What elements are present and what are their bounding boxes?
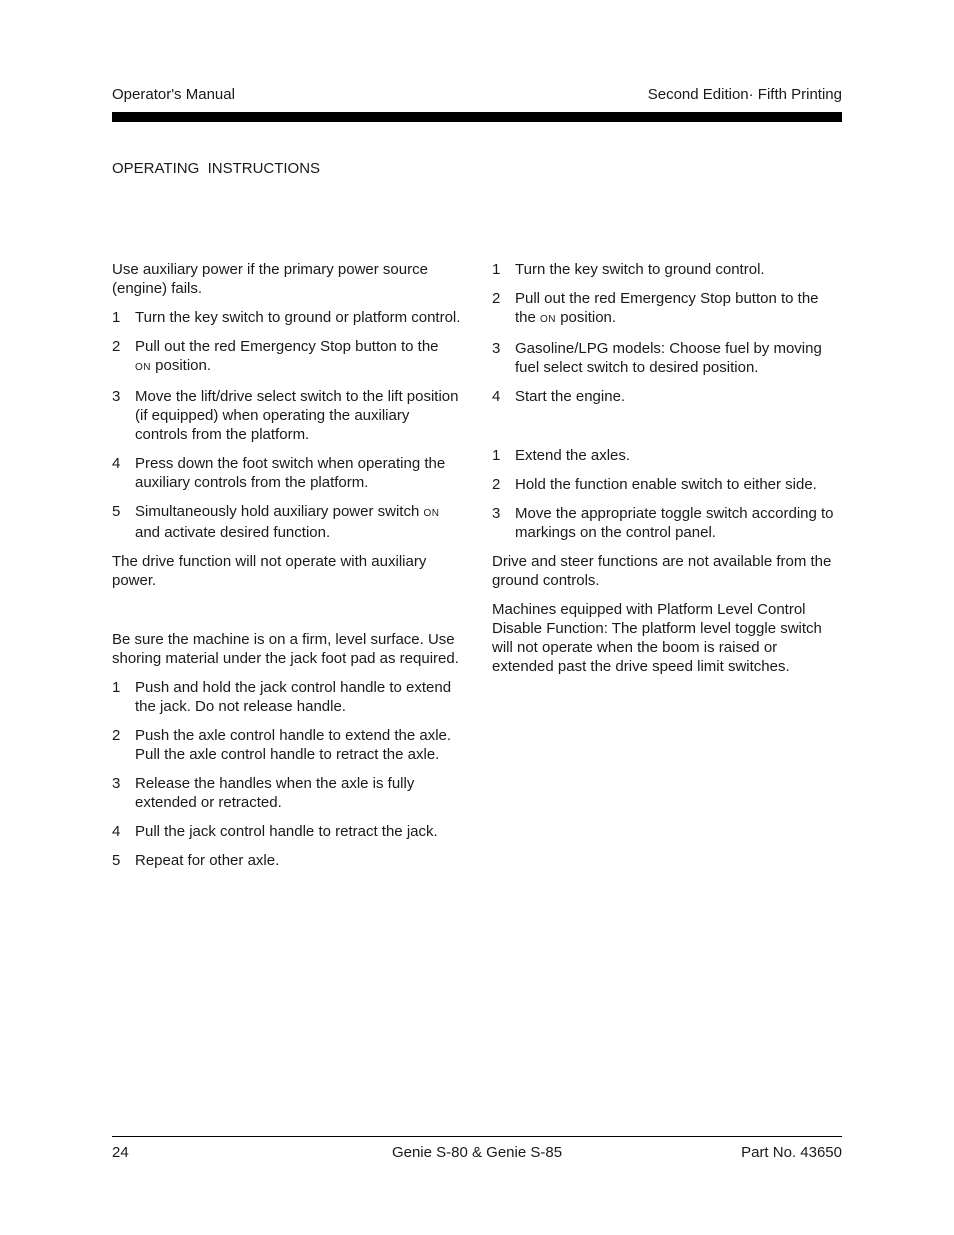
step-number: 2 bbox=[112, 727, 121, 744]
step-text: Push and hold the jack control handle to extend the jack. Do not release handle. bbox=[135, 679, 452, 715]
ground-step bbox=[492, 475, 842, 494]
step-number: 4 bbox=[112, 455, 121, 472]
step-text: Push the axle control handle to extend the axle. Pull the axle control handle to retract the axle. bbox=[135, 727, 452, 763]
footer-rule bbox=[112, 1136, 842, 1137]
step-text: Release the handles when the axle is fully extended or retracted. bbox=[135, 775, 415, 811]
platform-level-note: Machines equipped with Platform Level Control Disable Function: The platform level toggle switch will not operate when the boom is raised or extended past the drive speed limit switches. bbox=[492, 601, 822, 675]
aux-step bbox=[112, 502, 462, 542]
step-text: Pull out the red Emergency Stop button to the bbox=[515, 290, 819, 307]
step-text: Simultaneously hold auxiliary power switch bbox=[135, 503, 424, 520]
axle-step bbox=[112, 822, 462, 841]
step-text: Press down the foot switch when operating the auxiliary controls from the platform. bbox=[135, 455, 446, 491]
header-edition: Second Edition· Fifth Printing bbox=[647, 86, 842, 103]
on-label: ON bbox=[540, 314, 557, 325]
step-text: Hold the function enable switch to either side. bbox=[515, 476, 817, 493]
aux-step bbox=[112, 337, 462, 377]
aux-step bbox=[112, 387, 462, 444]
step-number: 1 bbox=[492, 447, 501, 464]
aux-intro: Use auxiliary power if the primary power source (engine) fails. bbox=[112, 261, 428, 297]
step-text: Pull the jack control handle to retract the jack. bbox=[135, 823, 438, 840]
footer-part-number: Part No. 43650 bbox=[741, 1144, 842, 1161]
axle-step bbox=[112, 851, 462, 870]
step-text: Move the appropriate toggle switch according to markings on the control panel. bbox=[515, 505, 834, 541]
spacer bbox=[112, 600, 462, 630]
step-number: 1 bbox=[112, 679, 121, 696]
step-number: 2 bbox=[112, 338, 121, 355]
start-step bbox=[492, 387, 842, 406]
step-text-tail: position. bbox=[151, 357, 212, 374]
axle-step bbox=[112, 774, 462, 812]
step-number: 3 bbox=[112, 388, 121, 405]
ground-note: Drive and steer functions are not available from the ground controls. bbox=[492, 553, 832, 589]
ground-step bbox=[492, 446, 842, 465]
on-label: ON bbox=[423, 508, 440, 519]
step-text: Move the lift/drive select switch to the lift position (if equipped) when operating the auxiliary controls from the platform. bbox=[135, 388, 459, 443]
aux-step bbox=[112, 308, 462, 327]
step-text: Pull out the red Emergency Stop button to the bbox=[135, 338, 439, 355]
axle-intro: Be sure the machine is on a firm, level surface. Use shoring material under the jack foot pad as required. bbox=[112, 631, 459, 667]
step-text: Turn the key switch to ground or platform control. bbox=[135, 309, 461, 326]
start-step bbox=[492, 260, 842, 279]
step-number: 3 bbox=[492, 340, 501, 357]
ground-step bbox=[492, 504, 842, 542]
axle-step bbox=[112, 726, 462, 764]
step-number: 4 bbox=[492, 388, 501, 405]
step-number: 4 bbox=[112, 823, 121, 840]
aux-step bbox=[112, 454, 462, 492]
spacer bbox=[492, 416, 842, 446]
aux-note: The drive function will not operate with auxiliary power. bbox=[112, 553, 427, 589]
section-title: OPERATING INSTRUCTIONS bbox=[112, 160, 321, 177]
step-text: Start the engine. bbox=[515, 388, 626, 405]
step-number: 5 bbox=[112, 503, 121, 520]
step-number: 1 bbox=[492, 261, 501, 278]
left-column bbox=[112, 260, 462, 880]
step-text: Turn the key switch to ground control. bbox=[515, 261, 765, 278]
on-label: ON bbox=[135, 362, 151, 373]
footer-model: Genie S-80 & Genie S-85 bbox=[391, 1144, 563, 1161]
step-number: 1 bbox=[112, 309, 121, 326]
header-manual-title: Operator's Manual bbox=[112, 86, 235, 103]
step-number: 3 bbox=[112, 775, 121, 792]
right-column bbox=[492, 260, 842, 686]
start-step bbox=[492, 339, 842, 377]
step-text-tail: and activate desired function. bbox=[135, 524, 331, 541]
page-number: 24 bbox=[112, 1144, 129, 1161]
step-number: 2 bbox=[492, 290, 501, 307]
step-number: 5 bbox=[112, 852, 121, 869]
step-text-tail: position. bbox=[556, 309, 617, 326]
step-text: Gasoline/LPG models: Choose fuel by moving fuel select switch to desired position. bbox=[515, 340, 822, 376]
step-number: 3 bbox=[492, 505, 501, 522]
axle-step bbox=[112, 678, 462, 716]
header-rule bbox=[112, 112, 842, 122]
step-number: 2 bbox=[492, 476, 501, 493]
step-text: Extend the axles. bbox=[515, 447, 631, 464]
start-step: 2 Pull out the red Emergency Stop button to the the ON position. bbox=[492, 290, 819, 326]
step-text: Repeat for other axle. bbox=[135, 852, 280, 869]
